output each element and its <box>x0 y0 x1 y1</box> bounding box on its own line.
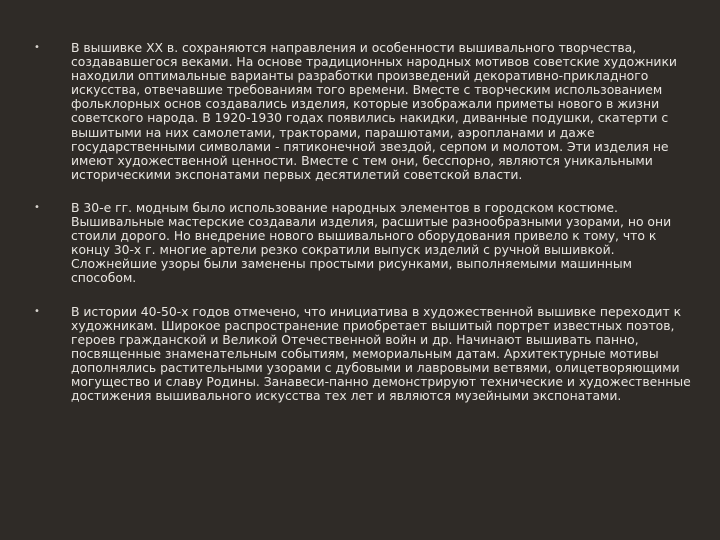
paragraph-text: В 30-е гг. модным было использование народных элементов в городском костюме. Вышивальные мастерские создавали изделия, расшитые разнообразными узорами, но они стоили дорого. Но внедрение нового вышивального оборудования привело к тому, что к концу 30-х г. многие артели резко сократили выпуск изделий с ручной вышивкой. Сложнейшие узоры были заменены простыми рисунками, выполняемыми машинным способом. <box>71 199 672 286</box>
bullet-icon: • <box>34 305 40 317</box>
paragraph-text: В вышивке XX в. сохраняются направления и особенности вышивального творчества, создававшегося веками. На основе традиционных народных мотивов советские художники находили оптимальные варианты разработки произведений декоративно-прикладного искусства, отвечавшие требованиям того времени. Вместе с творческим использованием фольклорных основ создавались изделия, которые изображали приметы нового в жизни советского народа. В 1920-1930 годах появились накидки, диванные подушки, скатерти с вышитыми на них самолетами, тракторами, парашютами, аэропланами и даже государственными символами - пятиконечной звездой, серпом и молотом. Эти изделия не имеют художественной ценности. Вместе с тем они, бесспорно, являются уникальными историческими экспонатами первых десятилетий советской власти. <box>71 40 677 182</box>
paragraph-text: В истории 40-50-х годов отмечено, что инициатива в художественной вышивке переходит к художникам. Широкое распространение приобретает вышитый портрет известных поэтов, героев гражданской и Великой Отечественной войн и др. Начинают вышивать панно, посвященные знаменательным событиям, мемориальным датам. Архитектурные мотивы дополнялись растительными узорами с дубовыми и лавровыми ветвями, олицетворяющими могущество и славу Родины. Занавеси-панно демонстрируют технические и художественные достижения вышивального искусства тех лет и являются музейными экспонатами. <box>71 303 691 404</box>
bullet-icon: • <box>34 201 40 213</box>
bullet-item-2 <box>34 201 692 286</box>
bullet-list <box>34 41 692 403</box>
bullet-icon: • <box>34 42 40 53</box>
bullet-item-1 <box>34 41 692 182</box>
bullet-item-3 <box>34 305 692 404</box>
